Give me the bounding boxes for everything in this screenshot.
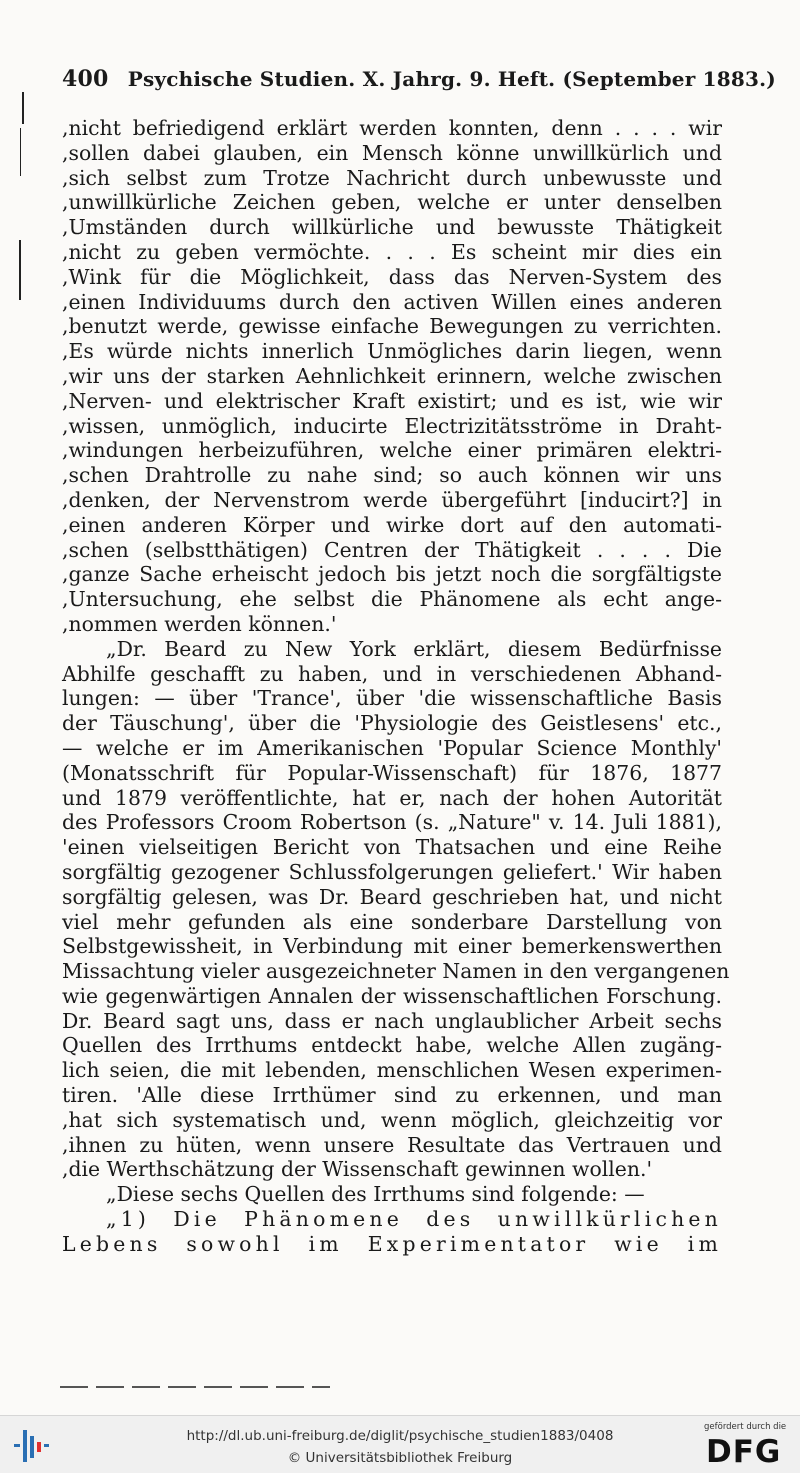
text-line: ,Es würde nichts innerlich Unmögliches darin liegen, wenn xyxy=(62,339,722,364)
text-line: ,nommen werden können.' xyxy=(62,611,337,636)
text-line: Lebens sowohl im Experimentator wie im xyxy=(62,1231,722,1256)
text-line: ,schen (selbstthätigen) Centren der Thätigkeit . . . . Die xyxy=(62,537,722,562)
text-line: ,sich selbst zum Trotze Nachricht durch unbewusste und xyxy=(62,165,722,190)
text-line: ,wir uns der starken Aehnlichkeit erinnern, welche zwischen xyxy=(62,363,722,388)
margin-mark xyxy=(19,240,21,300)
text-line: ,schen Drahtrolle zu nahe sind; so auch können wir uns xyxy=(62,463,722,488)
text-line: ,einen Individuums durch den activen Willen eines anderen xyxy=(62,289,722,314)
text-line: „Dr. Beard zu New York erklärt, diesem Bedürfnisse xyxy=(106,636,722,661)
text-line: ,einen anderen Körper und wirke dort auf den automati- xyxy=(62,512,722,537)
text-line: lich seien, die mit lebenden, menschlichen Wesen experimen- xyxy=(62,1058,722,1083)
dfg-caption: gefördert durch die xyxy=(704,1422,787,1432)
text-line: des Professors Croom Robertson (s. „Nature" v. 14. Juli 1881), xyxy=(62,810,722,835)
text-line: „1) Die Phänomene des unwillkürlichen xyxy=(106,1207,722,1232)
text-line: sorgfältig gezogener Schlussfolgerungen geliefert.' Wir haben xyxy=(62,859,722,884)
text-line: ,unwillkürliche Zeichen geben, welche er unter denselben xyxy=(62,190,722,215)
text-line: ,denken, der Nervenstrom werde übergeführt [inducirt?] in xyxy=(62,487,722,512)
page-bottom-rule xyxy=(60,1386,330,1388)
text-line: Quellen des Irrthums entdeckt habe, welche Allen zugäng- xyxy=(62,1033,722,1058)
text-line: (Monatsschrift für Popular-Wissenschaft) für 1876, 1877 xyxy=(62,760,722,785)
text-line: ,sollen dabei glauben, ein Mensch könne unwillkürlich und xyxy=(62,140,722,165)
text-line: tiren. 'Alle diese Irrthümer sind zu erkennen, und man xyxy=(62,1083,722,1108)
text-line: ,die Werthschätzung der Wissenschaft gewinnen wollen.' xyxy=(62,1157,653,1182)
text-line: wie gegenwärtigen Annalen der wissenschaftlichen Forschung. xyxy=(62,983,722,1008)
dfg-mark: DFG xyxy=(706,1434,782,1470)
text-line: ,Umständen durch willkürliche und bewusste Thätigkeit xyxy=(62,215,722,240)
page-number: 400 xyxy=(62,66,109,92)
viewer-footer xyxy=(0,1415,800,1473)
copyright: © Universitätsbibliothek Freiburg xyxy=(287,1450,513,1466)
text-line: Selbstgewissheit, in Verbindung mit einer bemerkenswerthen xyxy=(62,934,722,959)
text-line: ,ihnen zu hüten, wenn unsere Resultate das Vertrauen und xyxy=(62,1132,722,1157)
text-line: ,Nerven- und elektrischer Kraft existirt; und es ist, wie wir xyxy=(62,388,722,413)
text-line: 'einen vielseitigen Bericht von Thatsachen und eine Reihe xyxy=(62,835,722,860)
text-line: ,ganze Sache erheischt jedoch bis jetzt noch die sorgfältigste xyxy=(62,562,722,587)
body-text xyxy=(62,116,730,1257)
text-line: Dr. Beard sagt uns, dass er nach unglaublicher Arbeit sechs xyxy=(62,1008,722,1033)
text-line: Abhilfe geschafft zu haben, und in verschiedenen Abhand- xyxy=(62,661,722,686)
text-line: viel mehr gefunden als eine sonderbare Darstellung von xyxy=(62,909,722,934)
running-title: Psychische Studien. X. Jahrg. 9. Heft. (September 1883.) xyxy=(127,67,776,91)
text-line: „Diese sechs Quellen des Irrthums sind folgende: — xyxy=(106,1182,645,1207)
dfg-logo xyxy=(700,1422,792,1468)
text-line: ,benutzt werde, gewisse einfache Bewegungen zu verrichten. xyxy=(62,314,722,339)
text-line: lungen: — über 'Trance', über 'die wissenschaftliche Basis xyxy=(62,686,722,711)
margin-mark xyxy=(20,128,21,176)
text-line: ,wissen, unmöglich, inducirte Electrizitätsströme in Draht- xyxy=(62,413,722,438)
text-line: sorgfältig gelesen, was Dr. Beard geschrieben hat, und nicht xyxy=(62,884,722,909)
text-line: ,windungen herbeizuführen, welche einer primären elektri- xyxy=(62,438,722,463)
text-line: ,hat sich systematisch und, wenn möglich, gleichzeitig vor xyxy=(62,1107,722,1132)
text-line: ,Wink für die Möglichkeit, dass das Nerven-System des xyxy=(62,264,722,289)
text-line: der Täuschung', über die 'Physiologie des Geistlesens' etc., xyxy=(62,711,722,736)
text-line: Missachtung vieler ausgezeichneter Namen in den vergangenen xyxy=(62,959,730,984)
text-line: und 1879 veröffentlichte, hat er, nach der hohen Autorität xyxy=(62,785,722,810)
running-header xyxy=(62,66,776,92)
text-line: ,Untersuchung, ehe selbst die Phänomene als echt ange- xyxy=(62,587,722,612)
text-line: ,nicht befriedigend erklärt werden konnten, denn . . . . wir xyxy=(62,116,722,140)
text-line: ,nicht zu geben vermöchte. . . . Es scheint mir dies ein xyxy=(62,239,722,264)
page-url[interactable]: http://dl.ub.uni-freiburg.de/diglit/psychische_studien1883/0408 xyxy=(186,1428,614,1444)
margin-mark xyxy=(22,92,24,124)
text-line: — welche er im Amerikanischen 'Popular Science Monthly' xyxy=(62,735,722,760)
